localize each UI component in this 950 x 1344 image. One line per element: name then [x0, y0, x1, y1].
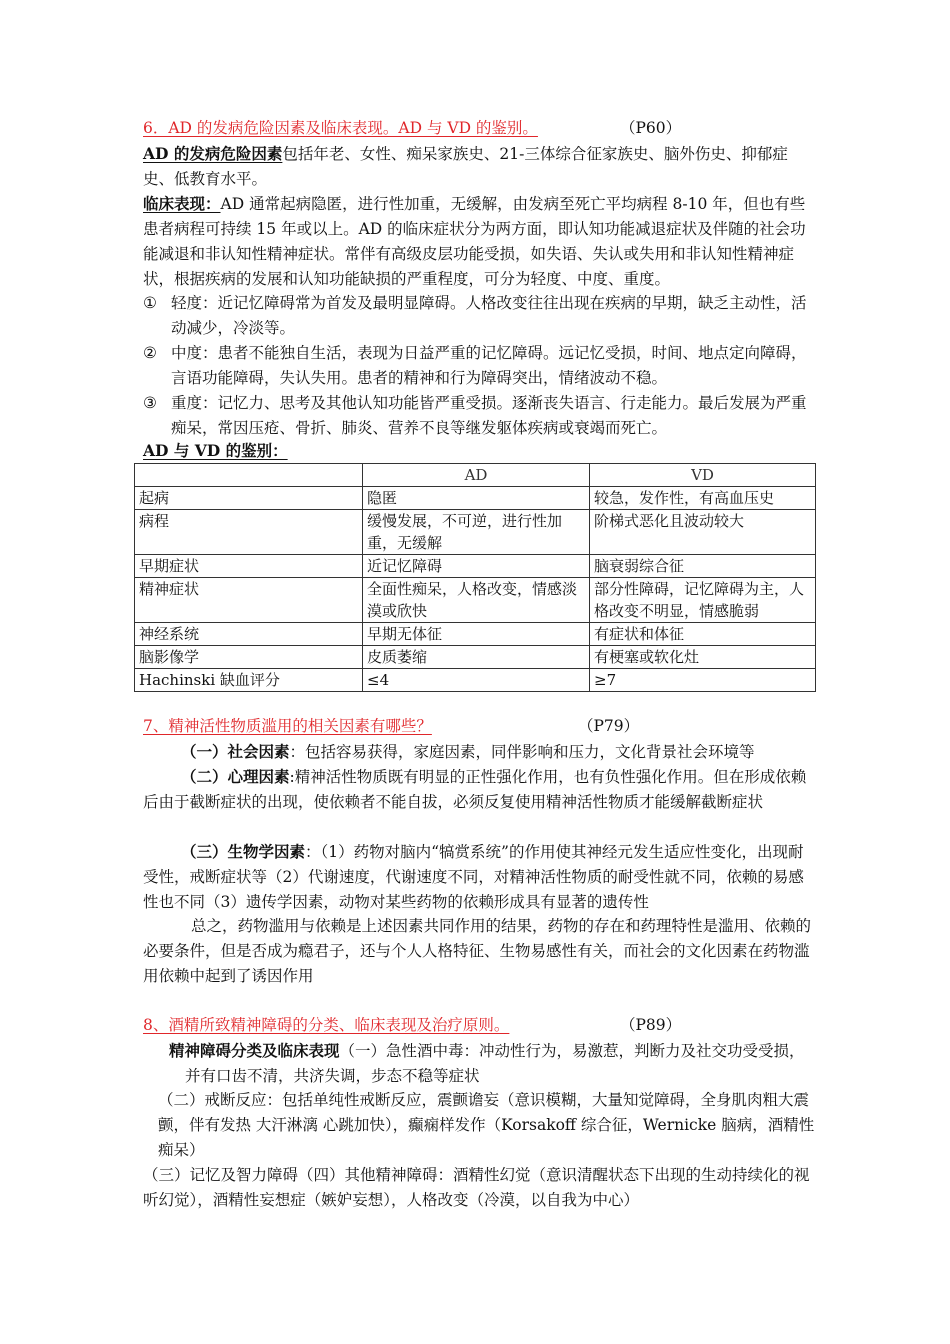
classification-label: 精神障碍分类及临床表现	[169, 1041, 340, 1060]
table-cell: Hachinski 缺血评分	[135, 669, 363, 692]
table-cell: 起病	[135, 487, 363, 510]
clinical-label: 临床表现：	[143, 194, 221, 213]
section6-title: 6．AD 的发病危险因素及临床表现。AD 与 VD 的鉴别。	[143, 119, 538, 137]
summary-paragraph	[143, 914, 815, 989]
social-factors-label: （一）社会因素	[181, 742, 290, 761]
item-marker: ③	[143, 394, 157, 412]
table-cell: 缓慢发展，不可逆，进行性加重，无缓解	[363, 510, 590, 555]
table-row	[135, 510, 816, 555]
withdrawal-text: （二）戒断反应：包括单纯性戒断反应，震颤谵妄（意识模糊，大量知觉障碍，全身肌肉粗大震颤，伴有发热 大汗淋漓 心跳加快），癫痫样发作（Korsakoff 综合征，Wernicke 脑病，酒精性痴呆）	[158, 1091, 815, 1159]
table-row	[135, 555, 816, 578]
item-marker: ①	[143, 294, 157, 312]
acute-intoxication-text: （一）急性酒中毒：冲动性行为，易激惹，判断力及社交功受受损，并有口齿不清，共济失调，步态不稳等症状	[185, 1042, 805, 1085]
section8-heading	[143, 1013, 815, 1038]
table-header-cell: VD	[590, 464, 816, 487]
table-cell: 阶梯式恶化且波动较大	[590, 510, 816, 555]
summary-text: 总之，药物滥用与依赖是上述因素共同作用的结果，药物的存在和药理特性是滥用、依赖的必要条件，但是否成为瘾君子，还与个人人格特征、生物易感性有关，而社会的文化因素在药物滥用依赖中起到了诱因作用	[143, 917, 812, 985]
section7-page-ref: （P79）	[578, 717, 640, 735]
table-row	[135, 646, 816, 669]
section6-clinical-paragraph	[143, 191, 815, 292]
table-cell: 隐匿	[363, 487, 590, 510]
ad-vd-comparison-table	[134, 463, 816, 692]
social-factors-paragraph	[143, 739, 815, 765]
table-header-cell	[135, 464, 363, 487]
table-cell: 部分性障碍，记忆障碍为主，人格改变不明显，情感脆弱	[590, 578, 816, 623]
social-factors-text: ：包括容易获得，家庭因素，同伴影响和压力，文化背景社会环境等	[289, 743, 755, 761]
table-row	[135, 578, 816, 623]
section7-heading	[143, 714, 815, 739]
memory-other-disorders-paragraph	[143, 1163, 815, 1213]
table-cell: 近记忆障碍	[363, 555, 590, 578]
table-row	[135, 487, 816, 510]
table-cell: 有症状和体征	[590, 623, 816, 646]
severity-item-mild	[143, 291, 815, 341]
table-cell: 早期无体征	[363, 623, 590, 646]
table-cell: 脑衰弱综合征	[590, 555, 816, 578]
section6-risk-paragraph	[143, 141, 815, 192]
clinical-text: AD 通常起病隐匿，进行性加重，无缓解，由发病至死亡平均病程 8-10 年，但也有些患者病程可持续 15 年或以上。AD 的临床症状分为两方面，即认知功能减退症状及伴随的社会功能减退和非认知性精神症状。常伴有高级皮层功能受损，如失语、失认或失用和非认知性精神症状，根据疾病的发展和认知功能缺损的严重程度，可分为轻度、中度、重度。	[143, 195, 806, 288]
table-cell: 皮质萎缩	[363, 646, 590, 669]
psych-factors-paragraph	[143, 764, 815, 815]
table-cell: 脑影像学	[135, 646, 363, 669]
table-cell: 全面性痴呆，人格改变，情感淡漠或欣快	[363, 578, 590, 623]
section8-page-ref: （P89）	[620, 1016, 682, 1034]
severity-item-severe	[143, 391, 815, 441]
section8-title: 8、酒精所致精神障碍的分类、临床表现及治疗原则。	[143, 1016, 510, 1034]
psych-factors-label: （二）心理因素	[181, 767, 290, 786]
psych-factors-text: :精神活性物质既有明显的正性强化作用，也有负性强化作用。但在形成依赖后由于截断症状的出现，使依赖者不能自拔，必须反复使用精神活性物质才能缓解截断症状	[143, 768, 807, 811]
item-marker: ②	[143, 344, 157, 362]
acute-intoxication-paragraph	[143, 1038, 815, 1089]
table-cell: 精神症状	[135, 578, 363, 623]
item-text: 重度：记忆力、思考及其他认知功能皆严重受损。逐渐丧失语言、行走能力。最后发展为严重痴呆，常因压疮、骨折、肺炎、营养不良等继发躯体疾病或衰竭而死亡。	[171, 394, 807, 437]
section6-page-ref: （P60）	[620, 119, 682, 137]
item-text: 中度：患者不能独自生活，表现为日益严重的记忆障碍。远记忆受损，时间、地点定向障碍，言语功能障碍，失认失用。患者的精神和行为障碍突出，情绪波动不稳。	[171, 344, 807, 387]
table-cell: 神经系统	[135, 623, 363, 646]
table-cell: ≥7	[590, 669, 816, 692]
table-cell: ≤4	[363, 669, 590, 692]
table-cell: 病程	[135, 510, 363, 555]
bio-factors-label: （三）生物学因素	[181, 842, 306, 861]
section6-heading	[143, 116, 815, 141]
table-cell: 早期症状	[135, 555, 363, 578]
differential-heading	[143, 440, 815, 462]
memory-other-text: （三）记忆及智力障碍（四）其他精神障碍：酒精性幻觉（意识清醒状态下出现的生动持续化的视听幻觉），酒精性妄想症（嫉妒妄想），人格改变（冷漠，以自我为中心）	[143, 1166, 810, 1209]
bio-factors-paragraph	[143, 839, 815, 915]
bio-factors-text: ：（1）药物对脑内“犒赏系统”的作用使其神经元发生适应性变化，出现耐受性，戒断症状等（2）代谢速度，代谢速度不同，对精神活性物质的耐受性就不同，依赖的易感性也不同（3）遗传学因素，动物对某些药物的依赖形成具有显著的遗传性	[143, 843, 804, 911]
withdrawal-paragraph	[158, 1088, 815, 1163]
table-cell: 较急，发作性，有高血压史	[590, 487, 816, 510]
table-row	[135, 669, 816, 692]
table-cell: 有梗塞或软化灶	[590, 646, 816, 669]
table-header-row	[135, 464, 816, 487]
risk-factors-text: 包括年老、女性、痴呆家族史、21-三体综合征家族史、脑外伤史、抑郁症史、低教育水平。	[143, 145, 788, 188]
severity-item-moderate	[143, 341, 815, 391]
section7-title: 7、精神活性物质滥用的相关因素有哪些？	[143, 717, 432, 735]
differential-label: AD 与 VD 的鉴别：	[143, 441, 288, 460]
risk-factors-label: AD 的发病危险因素	[143, 144, 283, 163]
item-text: 轻度：近记忆障碍常为首发及最明显障碍。人格改变往往出现在疾病的早期，缺乏主动性，活动减少，冷淡等。	[171, 294, 807, 337]
table-header-cell: AD	[363, 464, 590, 487]
table-row	[135, 623, 816, 646]
